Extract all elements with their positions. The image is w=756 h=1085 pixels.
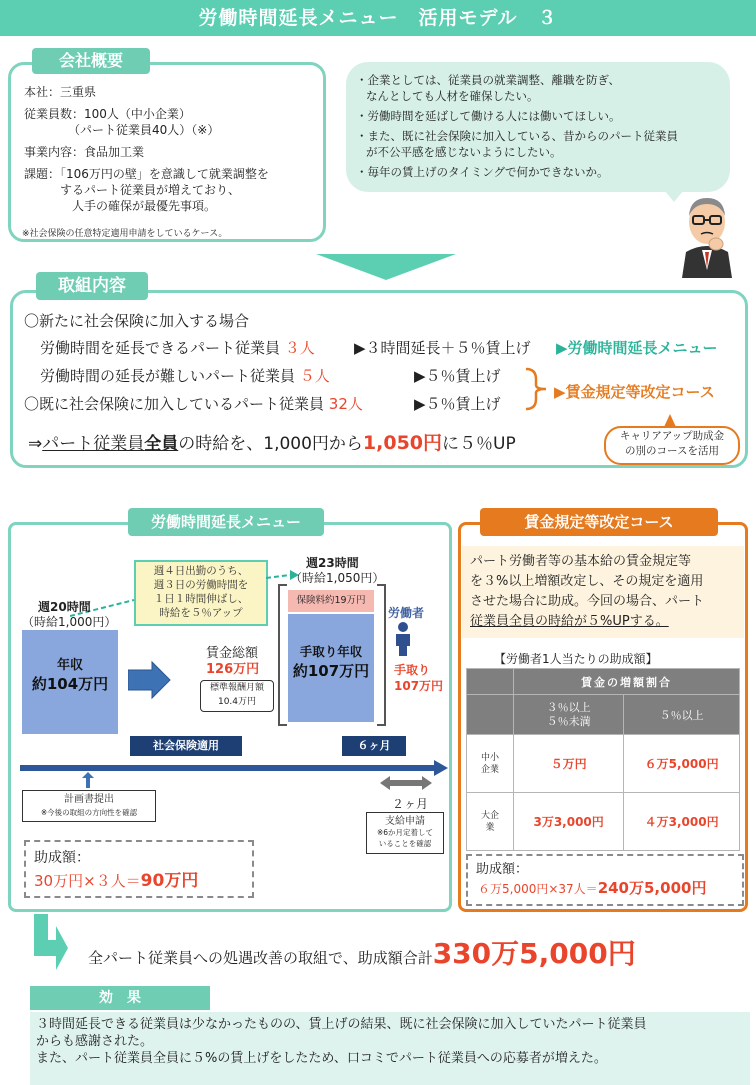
row3-count: 32人 bbox=[328, 395, 363, 413]
two-month-arrow bbox=[380, 776, 432, 790]
apply-line-1: 支給申請 bbox=[385, 816, 425, 827]
plan-submission-box bbox=[22, 790, 156, 822]
large-grant-a: 3万3,000円 bbox=[514, 793, 624, 851]
wage-grant-formula-text: ６万5,000円×37人＝ bbox=[478, 882, 598, 896]
note-line-2: 週３日の労働時間を bbox=[153, 579, 249, 591]
thought-line-3b: が不公平感を感じないようにしたい。 bbox=[366, 145, 562, 159]
note-line-4: 時給を５％アップ bbox=[159, 607, 243, 619]
before-hours: 週20時間 bbox=[38, 600, 91, 614]
row3-action: ▶５％賃上げ bbox=[414, 395, 501, 413]
effect-line-3: また、パート従業員全員に５%の賃上げをしたため、口コミでパート従業員への応募者が増えた。 bbox=[36, 1051, 607, 1066]
wage-grant-formula bbox=[478, 877, 706, 898]
after-net-label: 手取り年収 bbox=[299, 644, 363, 659]
up-arrow-icon bbox=[82, 772, 94, 788]
wage-desc-2: を３%以上増額改定し、その規定を適用 bbox=[470, 574, 704, 589]
extension-grant-label: 助成額： bbox=[34, 850, 90, 866]
wage-course-label: ▶賃金規定等改定コース bbox=[554, 383, 715, 401]
plan-line-2: ※今後の取組の方向性を確認 bbox=[40, 808, 138, 817]
grant-table-col-a bbox=[514, 695, 624, 735]
row2-label: 労働時間の延長が難しいパート従業員 bbox=[40, 367, 296, 385]
case-new-label: 〇新たに社会保険に加入する場合 bbox=[24, 312, 250, 330]
wage-table-title: 【労働者1人当たりの助成額】 bbox=[494, 652, 658, 666]
summary-mid: の時給を、1,000円から bbox=[178, 434, 363, 454]
effect-line-1: ３時間延長できる従業員は少なかったものの、賃上げの結果、既に社会保険に加入していたパート従業員 bbox=[36, 1017, 647, 1032]
callout-line-2: の別のコースを活用 bbox=[625, 445, 719, 457]
grant-table-corner-2 bbox=[467, 695, 514, 735]
wage-desc-1: パート労働者等の基本給の賃金規定等 bbox=[470, 554, 692, 569]
before-wage: （時給1,000円） bbox=[22, 615, 117, 629]
down-arrow-icon bbox=[316, 254, 456, 280]
takehome-value: 107万円 bbox=[394, 679, 444, 693]
summary-arrow: ⇒ bbox=[28, 434, 43, 454]
row1-action: ▶３時間延長＋５％賃上げ bbox=[354, 339, 531, 357]
apply-line-2: ※6か月定着して bbox=[376, 828, 434, 837]
std-value: 10.4万円 bbox=[217, 697, 257, 707]
company-location: 本社：三重県 bbox=[24, 85, 97, 99]
sme-label-2: 企業 bbox=[480, 764, 499, 775]
gross-value: 126万円 bbox=[206, 662, 260, 677]
company-issue-2: するパート従業員が増えており、 bbox=[60, 183, 241, 197]
row2-action: ▶５％賃上げ bbox=[414, 367, 501, 385]
company-issue: 課題：「106万円の壁」を意識して就業調整を bbox=[24, 167, 269, 181]
thought-line-2: ・労働時間を延ばして働ける人には働いてほしい。 bbox=[356, 109, 621, 123]
efforts-summary bbox=[28, 428, 516, 455]
row1-course: ▶労働時間延長メニュー bbox=[556, 339, 718, 357]
wage-course-tab: 賃金規定等改定コース bbox=[480, 508, 718, 536]
apply-line-3: いることを確認 bbox=[378, 839, 432, 848]
thought-text bbox=[356, 72, 726, 180]
grant-table-header: 賃金の増額割合 bbox=[514, 669, 740, 695]
career-up-callout bbox=[604, 426, 740, 465]
col-a-line-2: ５％未満 bbox=[546, 714, 591, 728]
brace-icon bbox=[522, 366, 552, 412]
row1-label: 労働時間を延長できるパート従業員 bbox=[40, 339, 281, 357]
thought-line-1: ・企業としては、従業員の就業調整、離職を防ぎ、 bbox=[356, 73, 621, 87]
std-label: 標準報酬月額 bbox=[209, 683, 264, 693]
thought-line-4: ・毎年の賃上げのタイミングで何かできないか。 bbox=[356, 165, 609, 179]
summary-underlined: パート従業員 bbox=[42, 434, 145, 454]
thought-line-3: ・また、既に社会保険に加入している、昔からのパート従業員 bbox=[356, 129, 678, 143]
efforts-tab: 取組内容 bbox=[36, 272, 148, 300]
worker-icon bbox=[394, 622, 412, 656]
large-label-2: 業 bbox=[485, 822, 495, 833]
sme-label-1: 中小 bbox=[480, 752, 499, 763]
sme-grant-a: ５万円 bbox=[514, 735, 624, 793]
manager-illustration bbox=[676, 190, 738, 278]
after-wage: （時給1,050円） bbox=[290, 571, 385, 585]
total-amount: 330万5,000円 bbox=[432, 937, 636, 970]
summary-bold: 全員 bbox=[144, 434, 179, 454]
page-banner: 労働時間延長メニュー 活用モデル ３ bbox=[0, 0, 756, 36]
summary-amount: 1,050円 bbox=[362, 432, 443, 454]
grant-row-sme bbox=[467, 735, 514, 793]
thought-line-1b: なんとしても人材を確保したい。 bbox=[366, 89, 539, 103]
effort-row-3 bbox=[24, 393, 363, 414]
company-overview-tab: 会社概要 bbox=[32, 48, 150, 74]
grant-table-col-b: ５％以上 bbox=[624, 695, 740, 735]
company-note: ※社会保険の任意特定適用申請をしているケース。 bbox=[22, 229, 228, 239]
grant-table-corner bbox=[467, 669, 514, 695]
application-box bbox=[366, 812, 444, 854]
effect-tab: 効 果 bbox=[30, 986, 210, 1010]
note-line-1: 週４日出勤のうち、 bbox=[153, 565, 249, 577]
extension-grant-formula-text: 30万円×３人＝ bbox=[34, 872, 141, 890]
grant-row-large bbox=[467, 793, 514, 851]
effort-row-2 bbox=[40, 365, 330, 386]
before-income-label: 年収 bbox=[56, 658, 83, 673]
col-a-line-1: ３％以上 bbox=[546, 700, 591, 714]
extension-menu-tab: 労働時間延長メニュー bbox=[128, 508, 324, 536]
extension-grant-total: 90万円 bbox=[140, 871, 199, 891]
effect-line-2: からも感謝された。 bbox=[36, 1034, 154, 1049]
extension-grant-formula bbox=[34, 866, 198, 891]
wage-grant-label: 助成額： bbox=[476, 862, 529, 877]
insurance-fee-bar: 保険料約19万円 bbox=[288, 590, 374, 612]
total-line bbox=[88, 932, 636, 972]
worker-label: 労働者 bbox=[388, 606, 425, 620]
company-part-employees: （パート従業員40人）（※） bbox=[68, 123, 220, 137]
insurance-applied-bar: 社会保険適用 bbox=[130, 736, 242, 756]
two-months-label: ２ヶ月 bbox=[392, 797, 429, 811]
wage-grant-total: 240万5,000円 bbox=[597, 879, 707, 897]
effect-text bbox=[36, 1016, 748, 1067]
wage-desc-4: 従業員全員の時給が５%UPする。 bbox=[470, 614, 669, 629]
bracket-left bbox=[276, 584, 288, 726]
summary-end: に５％UP bbox=[442, 434, 516, 454]
large-label-1: 大企 bbox=[480, 810, 499, 821]
takehome-label: 手取り bbox=[394, 663, 431, 677]
effort-row-1 bbox=[40, 337, 315, 358]
row3-label: 〇既に社会保険に加入しているパート従業員 bbox=[24, 395, 325, 413]
company-business: 事業内容：食品加工業 bbox=[24, 145, 145, 159]
grant-table bbox=[466, 668, 740, 851]
row1-count: ３人 bbox=[284, 339, 315, 357]
callout-line-1: キャリアアップ助成金 bbox=[619, 430, 725, 442]
after-net-value: 約107万円 bbox=[292, 662, 370, 680]
sme-grant-b: ６万5,000円 bbox=[624, 735, 740, 793]
before-income-value: 約104万円 bbox=[31, 675, 109, 693]
company-employees: 従業員数：100人（中小企業） bbox=[24, 107, 191, 121]
company-issue-3: 人手の確保が最優先事項。 bbox=[72, 199, 217, 213]
note-line-3: １日１時間伸ばし、 bbox=[153, 593, 249, 605]
after-net-income-bar bbox=[288, 614, 374, 722]
right-arrow-icon bbox=[128, 660, 172, 700]
callout-tail bbox=[664, 414, 676, 427]
bracket-right bbox=[376, 584, 388, 726]
after-hours: 週23時間 bbox=[306, 556, 359, 570]
plan-line-1: 計画書提出 bbox=[64, 794, 114, 805]
total-text: 全パート従業員への処遇改善の取組で、助成額合計 bbox=[88, 949, 433, 967]
standard-pay-box bbox=[200, 680, 274, 712]
total-arrow-icon bbox=[30, 912, 70, 974]
row2-count: ５人 bbox=[299, 367, 330, 385]
wage-description bbox=[462, 546, 744, 638]
company-details bbox=[24, 84, 324, 214]
wage-desc-3: させた場合に助成。今回の場合、パート bbox=[470, 594, 705, 609]
six-month-bar: ６ヶ月 bbox=[342, 736, 406, 756]
before-income-bar bbox=[22, 630, 118, 734]
gross-label: 賃金総額 bbox=[206, 646, 259, 661]
large-grant-b: ４万3,000円 bbox=[624, 793, 740, 851]
